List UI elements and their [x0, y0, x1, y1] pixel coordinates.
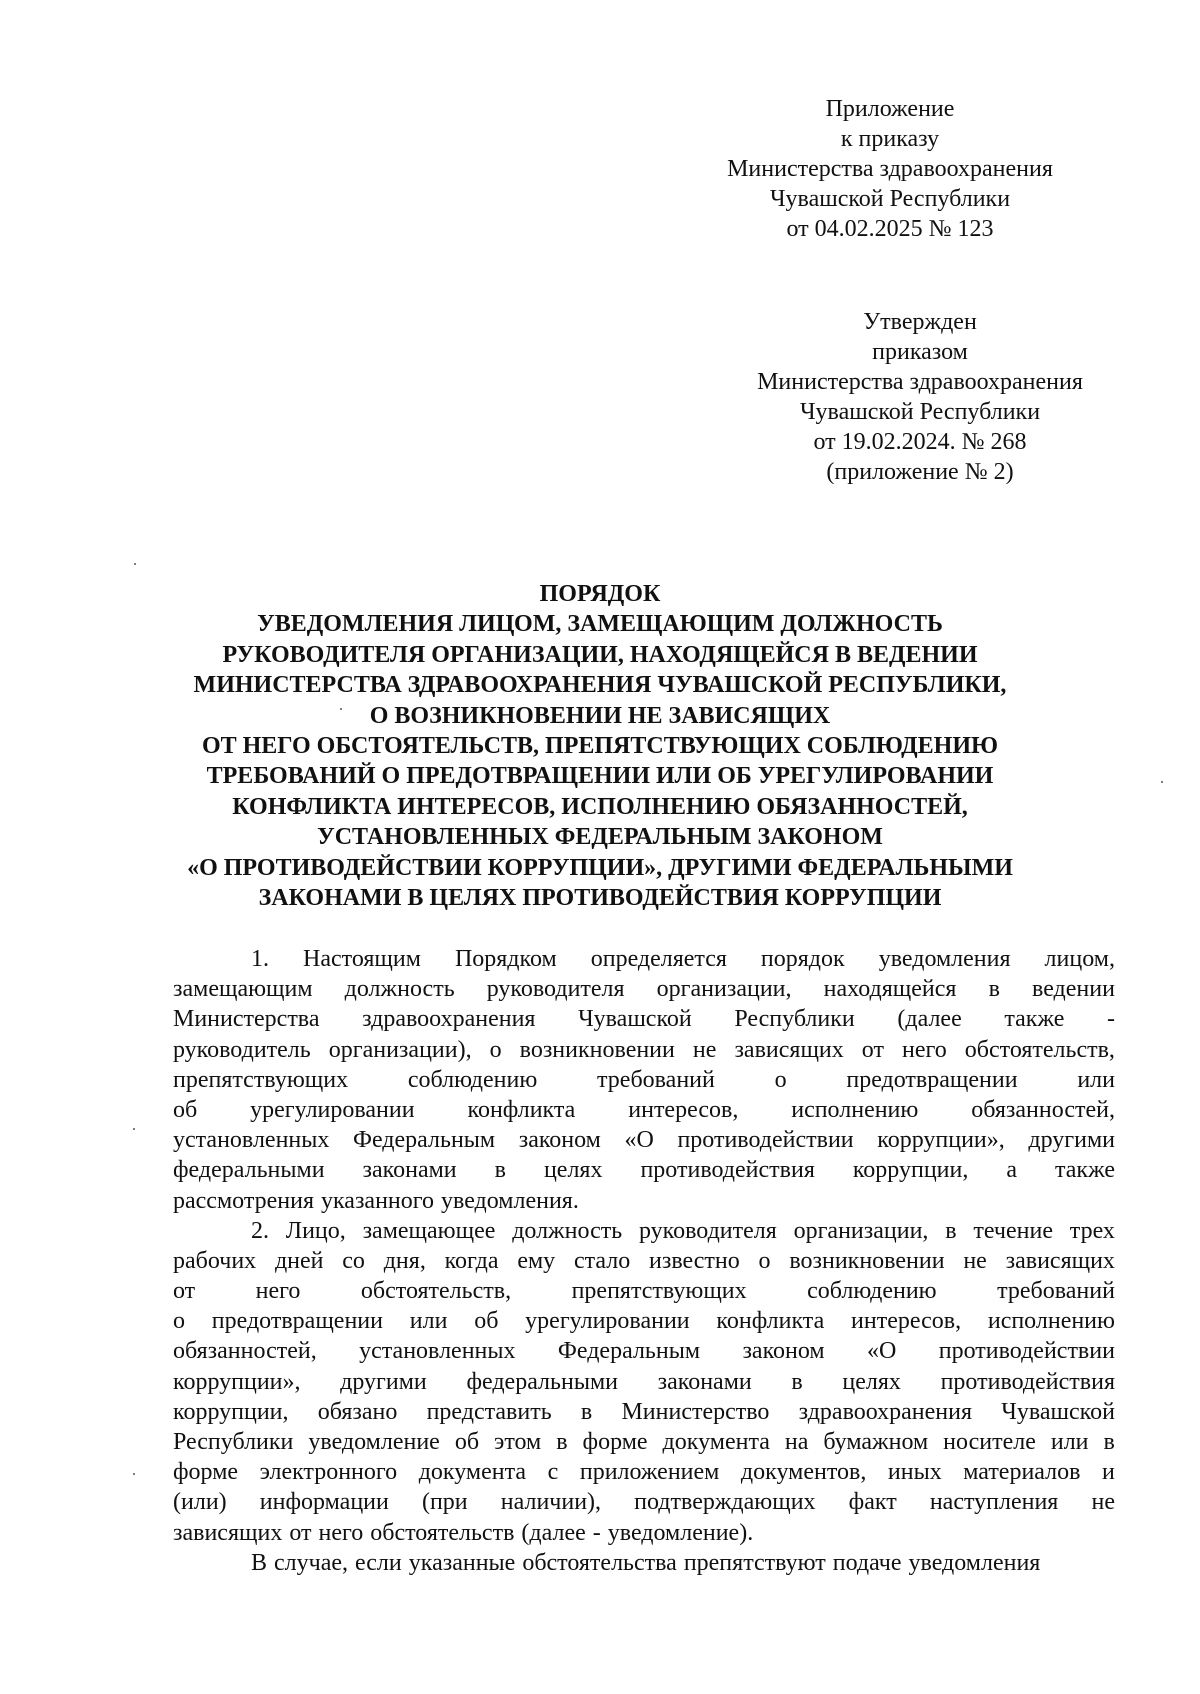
- body-line: [173, 1306, 1115, 1336]
- body-word: дней: [274, 1247, 324, 1274]
- title-line: «О ПРОТИВОДЕЙСТВИИ КОРРУПЦИИ», ДРУГИМИ ФЕДЕРАЛЬНЫМИ: [187, 854, 1013, 881]
- body-word: носителе: [943, 1429, 1036, 1455]
- scan-speck: [134, 563, 136, 565]
- body-word: о: [489, 1036, 502, 1063]
- body-word: если: [355, 1549, 402, 1576]
- body-word: 1.: [251, 946, 269, 972]
- body-word: препятствующих: [571, 1278, 747, 1305]
- body-word: а: [1006, 1157, 1017, 1184]
- body-word: определяется: [590, 946, 727, 972]
- body-word: и: [1102, 1459, 1115, 1486]
- body-word: информации: [259, 1489, 389, 1516]
- body-word: другими: [340, 1368, 427, 1395]
- title-line: ОТ НЕГО ОБСТОЯТЕЛЬСТВ, ПРЕПЯТСТВУЮЩИХ СОБЛЮДЕНИЮ: [201, 733, 999, 760]
- body-word: конфликта: [716, 1308, 825, 1335]
- body-word: здравоохранения: [798, 1398, 973, 1425]
- body-word: уведомление: [308, 1429, 440, 1455]
- body-word: руководителя: [486, 976, 625, 1003]
- title-line: ПОРЯДОК: [539, 581, 661, 607]
- body-word: обязано: [317, 1398, 398, 1425]
- body-word: должность: [344, 976, 455, 1003]
- body-word: зависящих: [734, 1036, 844, 1063]
- scan-speck: [133, 1128, 135, 1130]
- body-word: когда: [444, 1247, 499, 1274]
- body-line: [173, 1518, 1115, 1548]
- body-word: подтверждающих: [634, 1489, 816, 1516]
- body-line: [173, 974, 1115, 1004]
- body-word: не: [963, 1247, 987, 1274]
- body-word: Настоящим: [303, 946, 421, 972]
- body-word: наступления: [929, 1489, 1059, 1516]
- body-word: находящейся: [823, 976, 957, 1003]
- body-word: федеральными: [466, 1368, 618, 1395]
- body-word: со: [342, 1247, 365, 1274]
- body-word: организации,: [656, 976, 792, 1003]
- body-word: целях: [842, 1368, 901, 1395]
- body-word: законом: [518, 1127, 601, 1154]
- body-word: порядок: [760, 946, 845, 972]
- body-word: или: [409, 1308, 448, 1335]
- body-word: на: [784, 1429, 809, 1455]
- body-word: уведомления: [878, 946, 1011, 972]
- body-word: известно: [649, 1247, 740, 1274]
- body-line: [173, 1397, 1115, 1427]
- body-line: [173, 1487, 1115, 1517]
- title-line: КОНФЛИКТА ИНТЕРЕСОВ, ИСПОЛНЕНИЮ ОБЯЗАННОСТЕЙ,: [232, 793, 968, 820]
- body-word: законом: [742, 1338, 825, 1365]
- body-line: [173, 1427, 1115, 1457]
- body-word: материалов: [963, 1459, 1081, 1486]
- body-word: руководитель: [173, 1036, 311, 1063]
- body-word: приложением: [579, 1459, 720, 1486]
- body-word: от: [173, 1278, 196, 1305]
- title-line: ЗАКОНАМИ В ЦЕЛЯХ ПРОТИВОДЕЙСТВИЯ КОРРУПЦИИ: [258, 885, 942, 912]
- body-line: [173, 1004, 1115, 1034]
- body-line: [173, 1186, 1115, 1216]
- attachment-header: [700, 94, 1080, 244]
- body-word: уведомления: [908, 1549, 1041, 1576]
- body-word: бумажном: [823, 1429, 929, 1455]
- body-word: него: [255, 1278, 301, 1305]
- body-word: о: [758, 1247, 771, 1274]
- body-word: (далее: [897, 1006, 962, 1033]
- body-word: целях: [543, 1157, 603, 1184]
- body-word: обязанностей,: [971, 1096, 1115, 1123]
- attachment-line: Министерства здравоохранения: [727, 156, 1053, 182]
- body-line: [173, 1125, 1115, 1155]
- approval-line: Чувашской Республики: [799, 399, 1041, 425]
- title-line: РУКОВОДИТЕЛЯ ОРГАНИЗАЦИИ, НАХОДЯЩЕЙСЯ В ВЕДЕНИИ: [222, 641, 978, 668]
- body-word: противодействии: [938, 1338, 1115, 1365]
- body-word: возникновении: [789, 1247, 945, 1274]
- body-word: исполнению: [987, 1308, 1115, 1335]
- body-word: препятствующих: [173, 1066, 349, 1093]
- scan-speck: [1161, 781, 1163, 783]
- body-line: [173, 944, 1115, 974]
- body-word: (при: [421, 1489, 468, 1516]
- body-word: электронного: [259, 1459, 398, 1486]
- body-word: требований: [997, 1278, 1115, 1305]
- body-word: также: [1004, 1006, 1065, 1033]
- body-word: федеральными: [173, 1157, 325, 1184]
- body-line: [173, 1336, 1115, 1366]
- title-line: О ВОЗНИКНОВЕНИИ НЕ ЗАВИСЯЩИХ: [369, 702, 831, 729]
- body-word: Республики: [173, 1429, 294, 1455]
- body-word: или: [1050, 1429, 1089, 1455]
- body-word: руководителя: [638, 1217, 777, 1244]
- body-word: интересов,: [851, 1308, 962, 1335]
- body-word: факт: [848, 1489, 897, 1516]
- body-word: об: [454, 1429, 480, 1455]
- body-word: течение: [973, 1217, 1053, 1244]
- body-word: интересов,: [628, 1096, 739, 1123]
- body-word: Порядком: [454, 946, 557, 972]
- body-word: форме: [173, 1459, 239, 1486]
- body-word: документа: [418, 1459, 527, 1486]
- body-word: лицом,: [1044, 946, 1115, 972]
- attachment-line: от 04.02.2025 № 123: [786, 216, 994, 242]
- body-word: замещающее: [362, 1217, 496, 1244]
- body-word: должность: [512, 1217, 623, 1244]
- body-word: с: [547, 1459, 559, 1486]
- approval-line: от 19.02.2024. № 268: [813, 429, 1027, 455]
- body-word: стало: [573, 1247, 631, 1274]
- body-word: исполнению: [791, 1096, 919, 1123]
- body-word: или: [1077, 1066, 1115, 1093]
- body-word: предотвращении: [211, 1308, 383, 1335]
- body-word: обстоятельства: [522, 1549, 677, 1576]
- body-word: документов,: [740, 1459, 867, 1486]
- document-body: [173, 944, 1115, 1578]
- scan-speck: [133, 1473, 135, 1475]
- body-word: Чувашской: [1001, 1398, 1115, 1425]
- body-word: коррупции»,: [173, 1368, 301, 1395]
- title-line: МИНИСТЕРСТВА ЗДРАВООХРАНЕНИЯ ЧУВАШСКОЙ РЕСПУБЛИКИ,: [193, 672, 1007, 699]
- body-word: соблюдению: [407, 1066, 538, 1093]
- body-word: ему: [517, 1247, 556, 1274]
- body-word: документа: [662, 1429, 770, 1455]
- body-word: от: [861, 1036, 884, 1063]
- document-title: [150, 579, 1050, 913]
- body-line: [173, 1457, 1115, 1487]
- body-word: коррупции,: [852, 1157, 969, 1184]
- body-word: в: [556, 1429, 568, 1455]
- body-word: в: [791, 1368, 803, 1395]
- body-word: 2.: [251, 1217, 269, 1244]
- body-word: от: [289, 1519, 312, 1546]
- body-word: случае,: [274, 1549, 349, 1576]
- body-word: зависящих: [173, 1519, 283, 1546]
- body-word: -: [1106, 1006, 1115, 1033]
- body-line: [173, 1065, 1115, 1095]
- body-word: «О: [624, 1127, 654, 1154]
- body-word: Чувашской: [578, 1006, 692, 1033]
- body-word: конфликта: [467, 1096, 576, 1123]
- approval-line: приказом: [872, 339, 968, 365]
- body-word: в: [1103, 1429, 1115, 1455]
- body-word: подаче: [832, 1549, 902, 1576]
- body-word: замещающим: [173, 976, 313, 1003]
- body-word: противодействия: [940, 1368, 1115, 1395]
- body-word: об: [474, 1308, 499, 1335]
- body-word: в: [988, 976, 1000, 1003]
- body-word: здравоохранения: [362, 1006, 536, 1033]
- body-word: в: [494, 1157, 506, 1184]
- body-word: трех: [1069, 1217, 1115, 1244]
- body-word: Министерство: [621, 1398, 770, 1425]
- body-word: обстоятельств: [370, 1519, 515, 1546]
- body-word: законами: [657, 1368, 752, 1395]
- body-line: [173, 1216, 1115, 1246]
- body-word: этом: [494, 1429, 542, 1455]
- body-word: не: [1091, 1489, 1115, 1516]
- body-word: -: [592, 1519, 601, 1546]
- body-word: другими: [1028, 1127, 1115, 1154]
- body-word: (далее: [521, 1519, 586, 1546]
- body-word: организации),: [328, 1036, 472, 1063]
- body-word: Федеральным: [557, 1338, 701, 1365]
- body-word: о: [173, 1308, 185, 1335]
- body-line: [173, 1095, 1115, 1125]
- body-word: ведении: [1032, 976, 1115, 1003]
- body-line: [173, 1246, 1115, 1276]
- body-word: соблюдению: [807, 1278, 937, 1305]
- body-word: обстоятельств,: [360, 1278, 512, 1305]
- attachment-line: Чувашской Республики: [769, 186, 1011, 212]
- body-word: «О: [867, 1338, 897, 1365]
- body-word: уведомления.: [441, 1187, 579, 1214]
- body-word: Республики: [734, 1006, 855, 1033]
- approval-line: Утвержден: [863, 309, 977, 335]
- body-word: (или): [173, 1489, 227, 1516]
- body-word: противодействии: [677, 1127, 854, 1154]
- body-word: в: [580, 1398, 593, 1425]
- body-word: рабочих: [173, 1247, 257, 1274]
- body-line: [173, 1276, 1115, 1306]
- approval-line: Министерства здравоохранения: [757, 369, 1083, 395]
- body-word: требований: [597, 1066, 715, 1093]
- body-word: Лицо,: [285, 1217, 346, 1244]
- body-line: [173, 1155, 1115, 1185]
- body-word: представить: [426, 1398, 552, 1425]
- attachment-line: Приложение: [825, 96, 955, 122]
- body-word: коррупции,: [173, 1398, 289, 1425]
- body-word: в: [945, 1217, 957, 1244]
- body-word: него: [318, 1519, 364, 1546]
- body-word: установленных: [173, 1127, 330, 1154]
- body-word: В: [251, 1549, 268, 1576]
- body-word: урегулировании: [525, 1308, 690, 1335]
- body-word: Министерства: [173, 1006, 320, 1033]
- body-line: [173, 1548, 1115, 1578]
- body-word: препятствуют: [683, 1549, 826, 1576]
- body-word: возникновении: [519, 1036, 675, 1063]
- body-word: дня,: [383, 1247, 426, 1274]
- body-word: указанные: [408, 1549, 516, 1576]
- title-line: ТРЕБОВАНИЙ О ПРЕДОТВРАЩЕНИИ ИЛИ ОБ УРЕГУЛИРОВАНИИ: [206, 763, 994, 790]
- title-line: УВЕДОМЛЕНИЯ ЛИЦОМ, ЗАМЕЩАЮЩИМ ДОЛЖНОСТЬ: [257, 611, 943, 638]
- body-word: наличии),: [500, 1489, 602, 1516]
- body-word: также: [1054, 1157, 1115, 1184]
- body-word: законами: [362, 1157, 457, 1184]
- body-word: не: [692, 1036, 717, 1063]
- body-word: предотвращении: [846, 1066, 1018, 1093]
- body-word: него: [902, 1036, 947, 1063]
- body-word: уведомление).: [607, 1519, 754, 1546]
- body-word: указанного: [321, 1187, 435, 1214]
- body-word: урегулировании: [250, 1096, 415, 1123]
- body-word: зависящих: [1005, 1247, 1115, 1274]
- title-line: УСТАНОВЛЕННЫХ ФЕДЕРАЛЬНЫМ ЗАКОНОМ: [317, 824, 883, 851]
- body-word: Федеральным: [353, 1127, 496, 1154]
- scan-speck: [340, 708, 342, 710]
- attachment-line: к приказу: [840, 126, 940, 152]
- body-word: организации,: [793, 1217, 929, 1244]
- approval-header: [730, 307, 1110, 487]
- body-word: установленных: [359, 1338, 516, 1365]
- body-line: [173, 1035, 1115, 1065]
- body-word: обязанностей,: [173, 1338, 317, 1365]
- body-line: [173, 1367, 1115, 1397]
- body-word: коррупции»,: [877, 1127, 1005, 1154]
- body-word: форме: [582, 1429, 648, 1455]
- body-word: об: [173, 1096, 198, 1123]
- body-word: противодействия: [640, 1157, 815, 1184]
- approval-line: (приложение № 2): [826, 459, 1014, 485]
- body-word: о: [774, 1066, 787, 1093]
- body-word: рассмотрения: [173, 1187, 314, 1214]
- body-word: иных: [887, 1459, 942, 1486]
- body-word: обстоятельств,: [964, 1036, 1115, 1063]
